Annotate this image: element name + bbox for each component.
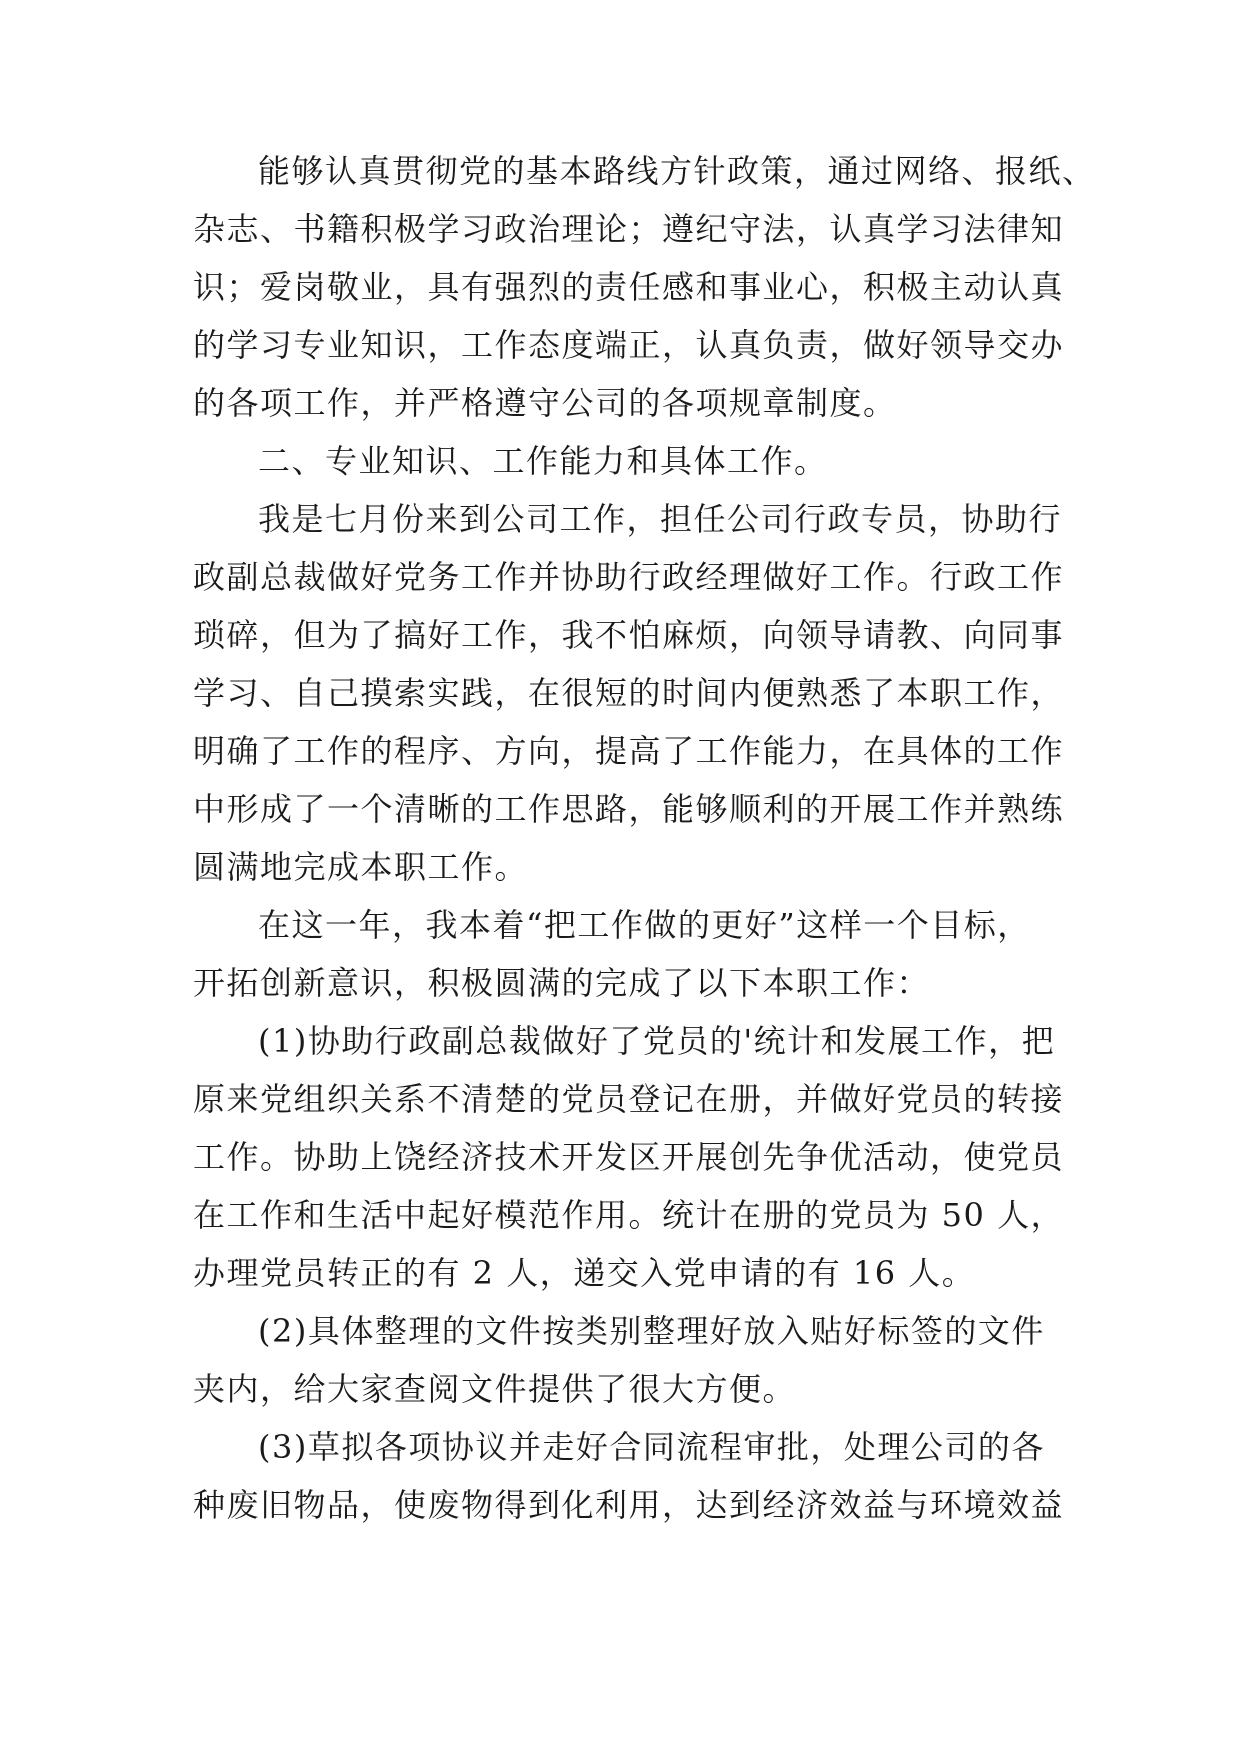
text-line: 学习、自己摸索实践，在很短的时间内便熟悉了本职工作， xyxy=(193,674,1065,712)
text-line: 夹内，给大家查阅文件提供了很大方便。 xyxy=(193,1370,797,1408)
text-line: 我是七月份来到公司工作，担任公司行政专员，协助行 xyxy=(258,500,1063,538)
text-line: (1)协助行政副总裁做好了党员的'统计和发展工作，把 xyxy=(258,1022,1056,1060)
text-line: 琐碎，但为了搞好工作，我不怕麻烦，向领导请教、向同事 xyxy=(193,616,1065,654)
text-line: 工作。协助上饶经济技术开发区开展创先争优活动，使党员 xyxy=(193,1138,1065,1176)
text-line: 的学习专业知识，工作态度端正，认真负责，做好领导交办 xyxy=(193,326,1065,364)
text-line: 能够认真贯彻党的基本路线方针政策，通过网络、报纸、 xyxy=(258,152,1096,190)
text-line: 在这一年，我本着“把工作做的更好”这样一个目标， xyxy=(258,906,1031,944)
text-line: 杂志、书籍积极学习政治理论；遵纪守法，认真学习法律知 xyxy=(193,210,1065,248)
text-line: 明确了工作的程序、方向，提高了工作能力，在具体的工作 xyxy=(193,732,1065,770)
text-line: 政副总裁做好党务工作并协助行政经理做好工作。行政工作 xyxy=(193,558,1065,596)
text-line: 中形成了一个清晰的工作思路，能够顺利的开展工作并熟练 xyxy=(193,790,1065,828)
text-line: 开拓创新意识，积极圆满的完成了以下本职工作： xyxy=(193,964,931,1002)
text-line: 在工作和生活中起好模范作用。统计在册的党员为 50 人， xyxy=(193,1196,1065,1234)
text-line: 识；爱岗敬业，具有强烈的责任感和事业心，积极主动认真 xyxy=(193,268,1065,306)
text-line: (2)具体整理的文件按类别整理好放入贴好标签的文件 xyxy=(258,1312,1045,1350)
section-heading: 二、专业知识、工作能力和具体工作。 xyxy=(258,442,828,480)
text-line: 原来党组织关系不清楚的党员登记在册，并做好党员的转接 xyxy=(193,1080,1065,1118)
text-line: 种废旧物品，使废物得到化利用，达到经济效益与环境效益 xyxy=(193,1486,1065,1524)
text-line: 圆满地完成本职工作。 xyxy=(193,848,529,886)
text-line: 的各项工作，并严格遵守公司的各项规章制度。 xyxy=(193,384,897,422)
text-line: 办理党员转正的有 2 人，递交入党申请的有 16 人。 xyxy=(193,1254,976,1292)
text-line: (3)草拟各项协议并走好合同流程审批，处理公司的各 xyxy=(258,1428,1045,1466)
